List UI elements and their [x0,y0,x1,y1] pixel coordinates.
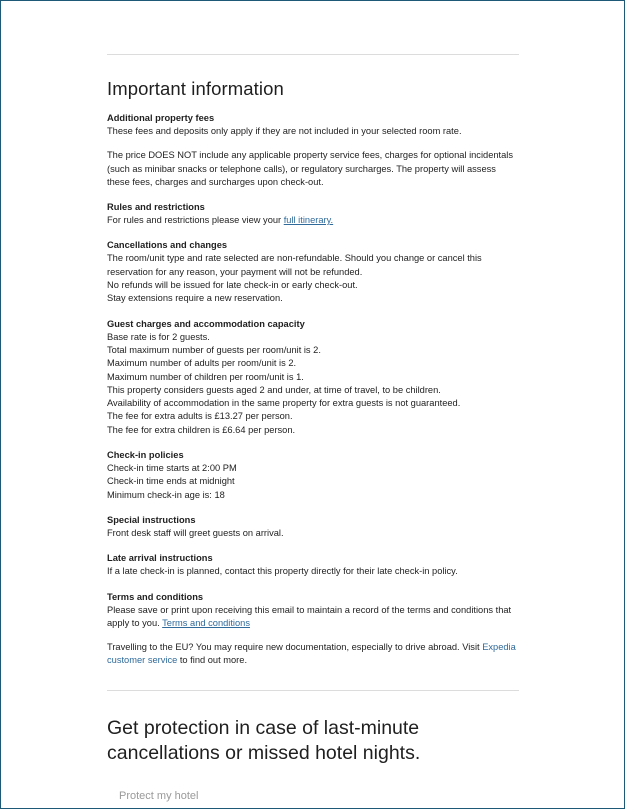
section-heading: Special instructions [107,514,196,525]
list-item: Base rate is for 2 guests. [107,331,210,342]
section-lines [107,565,519,578]
section-cancellations-and-changes [107,240,519,305]
section-heading: Late arrival instructions [107,553,213,564]
section-paragraph: The room/unit type and rate selected are non-refundable. Should you change or cancel this reservation for any reason, your payment will not be refunded. [107,253,482,277]
section-lines [107,331,519,437]
list-item: Check-in time starts at 2:00 PM [107,463,237,474]
section-heading: Cancellations and changes [107,240,228,251]
section-heading: Additional property fees [107,113,215,123]
section-guest-charges-and-accommodation-capacity [107,319,519,437]
section-lines [107,527,519,540]
list-item: The fee for extra children is £6.64 per person. [107,424,296,435]
document-content [107,1,519,802]
section-terms-and-conditions [107,592,519,668]
promo-title: Get protection in case of last-minute cancellations or missed hotel nights. [107,716,421,764]
divider-bottom [107,690,519,691]
list-item: Minimum check-in age is: 18 [107,489,225,500]
section-late-arrival-instructions [107,553,519,578]
eu-travel-paragraph [107,641,519,668]
list-item: If a late check-in is planned, contact this property directly for their late check-in policy. [107,566,458,577]
section-special-instructions [107,515,519,540]
section-heading: Rules and restrictions [107,202,205,213]
section-heading: Guest charges and accommodation capacity [107,318,305,329]
section-heading: Check-in policies [107,450,184,461]
page-title: Important information [107,78,284,99]
list-item: Availability of accommodation in the same property for extra guests is not guaranteed. [107,398,461,409]
expedia-customer-service-link[interactable]: Expedia customer service [107,642,516,666]
section-additional-property-fees [107,113,519,189]
promo-banner [107,716,519,802]
list-item: Stay extensions require a new reservation. [107,293,283,304]
document-page [1,1,624,808]
terms-paragraph [107,604,519,631]
section-heading: Terms and conditions [107,591,204,602]
section-rules-and-restrictions [107,202,519,227]
eu-text-after: to find out more. [177,655,248,666]
section-lines [107,462,519,502]
list-item: This property considers guests aged 2 and under, at time of travel, to be children. [107,384,441,395]
divider-top [107,54,519,55]
list-item: The fee for extra adults is £13.27 per person. [107,411,293,422]
list-item: Front desk staff will greet guests on arrival. [107,527,284,538]
list-item: Total maximum number of guests per room/unit is 2. [107,344,321,355]
list-item: No refunds will be issued for late check-in or early check-out. [107,280,358,291]
terms-and-conditions-link[interactable]: Terms and conditions [162,617,250,628]
list-item: Maximum number of adults per room/unit is 2. [107,358,297,369]
rules-text: For rules and restrictions please view your [107,215,284,226]
list-item: Check-in time ends at midnight [107,476,235,487]
full-itinerary-link[interactable]: full itinerary. [283,215,334,226]
section-check-in-policies [107,450,519,502]
section-paragraph: These fees and deposits only apply if they are not included in your selected room rate. [107,126,462,136]
eu-text-before: Travelling to the EU? You may require new documentation, especially to drive abroad. Visit [107,642,483,653]
section-lines [107,279,519,306]
section-paragraph [107,214,519,227]
terms-text: Please save or print upon receiving this email to maintain a record of the terms and conditions that apply to you. [107,604,512,628]
protect-my-hotel-button[interactable]: Protect my hotel [119,789,199,802]
list-item: Maximum number of children per room/unit is 1. [107,371,304,382]
section-paragraph: The price DOES NOT include any applicable property service fees, charges for optional incidentals (such as minibar snacks or telephone calls), or regulatory surcharges. The property will assess these fees, charges and surcharges upon check-out. [107,150,513,187]
